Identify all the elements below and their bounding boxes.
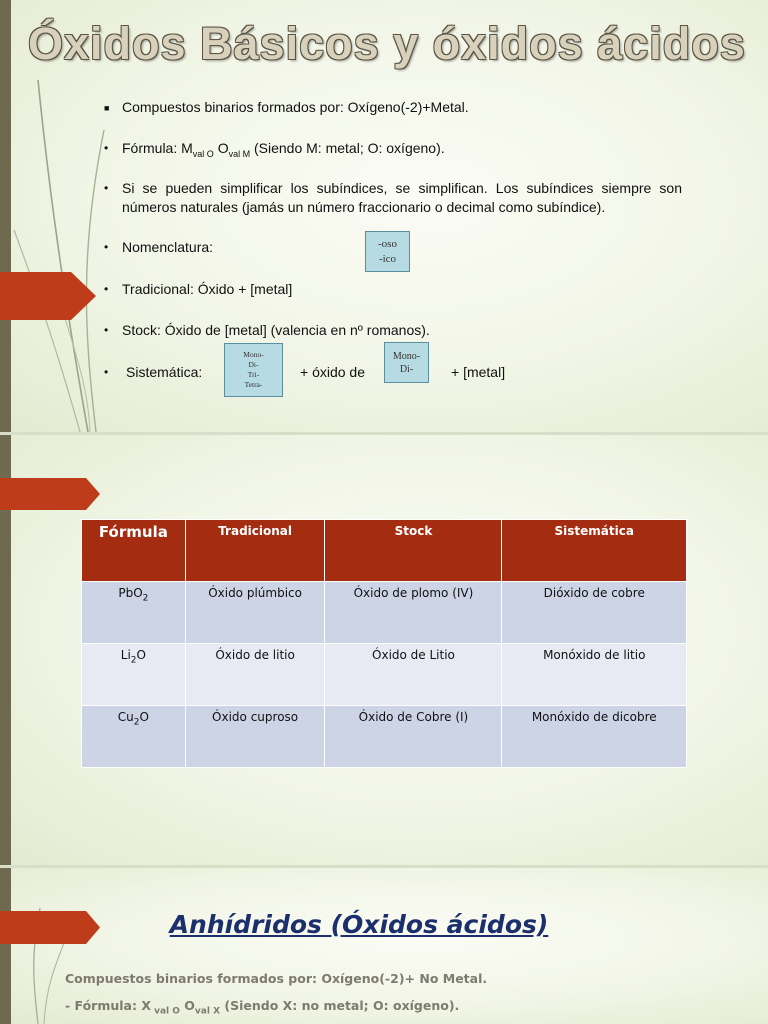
slide-1: Óxidos Básicos y óxidos ácidos ■ Compuestos binarios formados por: Oxígeno(-2)+Metal. • Fórmula: $M_{val O}$ $O_{val M}$ (Siendo M: metal; O: oxígeno). • Si se pueden simplificar los subíndices, se simplifican. Los subíndices siempre son números naturales (jamás un número fraccionario o decimal como subíndice). • Nomenclatura: -oso -ico • Tradicional: Óxido + [metal] • Stock: Óxido de [metal] (valencia en nº romanos). • Sistemática: Mono- Di- Tri- Tetra- + óxido de Mono- Di- + [metal] — [0, 0, 768, 432]
formula-cell: PbO$_2$ — [82, 582, 186, 644]
bullet-icon: • — [104, 282, 109, 296]
bullet-icon: • — [104, 240, 109, 254]
sistematica-cell: Dióxido de cobre — [502, 582, 687, 644]
sistematica-cell: Monóxido de dicobre — [502, 706, 687, 768]
prefix-box-a: Mono- Di- Tri- Tetra- — [224, 343, 283, 397]
bullet-icon: • — [104, 323, 109, 337]
slide-2-arrow-marker — [0, 478, 100, 510]
tradicional-cell: Óxido plúmbico — [185, 582, 325, 644]
stock-cell: Óxido de plomo (IV) — [325, 582, 502, 644]
header-formula: Fórmula — [82, 520, 186, 582]
header-sistematica: Sistemática — [502, 520, 687, 582]
tradicional-cell: Óxido de litio — [185, 644, 325, 706]
suffix-box: -oso -ico — [365, 231, 410, 272]
header-stock: Stock — [325, 520, 502, 582]
stock-cell: Óxido de Cobre (I) — [325, 706, 502, 768]
table-row — [82, 644, 687, 706]
slide-3-title: Anhídridos (Óxidos ácidos) — [169, 910, 549, 939]
bullet-icon: • — [104, 181, 109, 195]
sistematica-cell: Monóxido de litio — [502, 644, 687, 706]
oxides-table — [81, 519, 687, 768]
table-row — [82, 582, 687, 644]
table-header-row — [82, 520, 687, 582]
formula-cell: $Li_2O$ — [82, 644, 186, 706]
header-tradicional: Tradicional — [185, 520, 325, 582]
slide-1-title: Óxidos Básicos y óxidos ácidos — [28, 18, 746, 69]
stock-cell: Óxido de Litio — [325, 644, 502, 706]
tradicional-cell: Óxido cuproso — [185, 706, 325, 768]
slide-3-line-2: - Fórmula: X $_{val O}$ $O_{val X}$ (Siendo X: no metal; O: oxígeno). — [65, 998, 460, 1017]
slide-3-line-1: Compuestos binarios formados por: Oxígeno(-2)+ No Metal. — [65, 971, 488, 986]
table-row — [82, 706, 687, 768]
bullet-icon: • — [104, 365, 109, 379]
square-bullet-icon: ■ — [104, 103, 110, 113]
bullet-icon: • — [104, 141, 109, 155]
formula-cell: $Cu_2O$ — [82, 706, 186, 768]
prefix-box-b: Mono- Di- — [384, 342, 429, 383]
